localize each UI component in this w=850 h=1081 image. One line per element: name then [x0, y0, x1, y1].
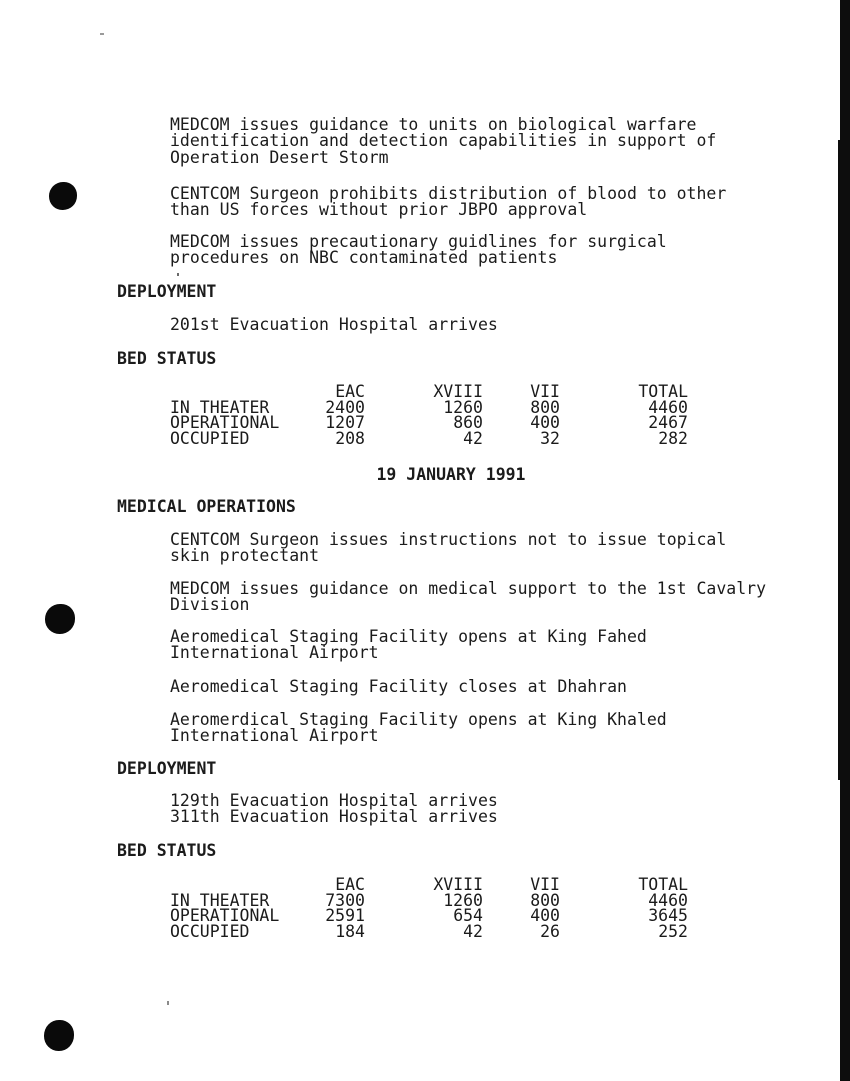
- paragraph-asf-dhahran: [170, 679, 627, 695]
- paragraph-line: Operation Desert Storm: [170, 147, 389, 167]
- row-label: IN THEATER: [170, 890, 270, 910]
- paragraph-line: International Airport: [170, 643, 379, 663]
- paragraph-line: skin protectant: [170, 546, 320, 566]
- paragraph-line: Aeromerdical Staging Facility opens at King Khaled: [170, 710, 667, 729]
- paragraph-1st-cavalry: [170, 581, 766, 614]
- table-cell: 400: [530, 906, 560, 926]
- paragraph-line: MEDCOM issues guidance to units on biological warfare: [170, 115, 697, 134]
- scan-speck: [167, 1001, 169, 1005]
- deployment-item: 201st Evacuation Hospital arrives: [170, 315, 498, 334]
- paragraph-line: identification and detection capabilities in support of: [170, 131, 717, 151]
- column-header: XVIII: [433, 875, 483, 894]
- date-heading: 19 JANUARY 1991: [376, 465, 526, 484]
- table-cell: 1207: [325, 413, 365, 433]
- deployment-1-items: [170, 317, 498, 333]
- paragraph-line: Division: [170, 595, 250, 615]
- paragraph-line: MEDCOM issues guidance on medical support to the 1st Cavalry: [170, 579, 767, 598]
- paragraph-line: than US forces without prior JBPO approval: [170, 200, 588, 220]
- table-cell: 2467: [648, 413, 688, 433]
- table-cell: 4460: [648, 397, 688, 417]
- scan-edge-bar: [840, 0, 850, 1081]
- table-row: [170, 428, 688, 448]
- section-heading-deployment-2: DEPLOYMENT: [117, 759, 217, 778]
- table-cell: 400: [530, 413, 560, 433]
- paragraph-topical-protectant: [170, 532, 726, 565]
- row-label: IN THEATER: [170, 397, 270, 417]
- paragraph-line: Aeromedical Staging Facility closes at Dhahran: [170, 677, 627, 696]
- table-cell: 26: [540, 921, 560, 941]
- deployment-item: 129th Evacuation Hospital arrives: [170, 791, 498, 810]
- scan-edge-bar-segment: [838, 140, 840, 780]
- table-cell: 800: [530, 890, 560, 910]
- row-label: OPERATIONAL: [170, 413, 280, 433]
- column-header: XVIII: [433, 382, 483, 401]
- table-cell: 2591: [325, 906, 365, 926]
- bed-status-table-1: [170, 384, 688, 446]
- hole-punch-mark-middle: [45, 604, 75, 634]
- table-row: [170, 921, 688, 941]
- column-header: VII: [530, 875, 560, 894]
- table-cell: 32: [540, 428, 560, 448]
- paragraph-line: CENTCOM Surgeon issues instructions not to issue topical: [170, 530, 727, 549]
- table-cell: 184: [335, 921, 365, 941]
- row-label: OCCUPIED: [170, 921, 250, 941]
- paragraph-line: CENTCOM Surgeon prohibits distribution of blood to other: [170, 184, 727, 203]
- bed-status-table-2: [170, 877, 688, 939]
- paragraph-asf-king-fahed: [170, 629, 647, 662]
- section-heading-bed-status-2: BED STATUS: [117, 841, 217, 860]
- section-heading-bed-status-1: BED STATUS: [117, 349, 217, 368]
- row-label: OPERATIONAL: [170, 906, 280, 926]
- table-cell: 252: [658, 921, 688, 941]
- section-heading-medical-operations: MEDICAL OPERATIONS: [117, 497, 296, 516]
- paragraph-line: MEDCOM issues precautionary guidlines for surgical: [170, 232, 667, 251]
- column-header: TOTAL: [638, 875, 688, 894]
- paragraph-medcom-nbc: [170, 234, 667, 267]
- table-cell: 860: [453, 413, 483, 433]
- paragraph-asf-king-khaled: [170, 712, 667, 745]
- hole-punch-mark-bottom: [44, 1020, 74, 1051]
- paragraph-centcom-blood: [170, 186, 726, 219]
- table-cell: 2400: [325, 397, 365, 417]
- paragraph-line: International Airport: [170, 726, 379, 746]
- table-cell: 42: [463, 428, 483, 448]
- table-cell: 208: [335, 428, 365, 448]
- section-heading-deployment-1: DEPLOYMENT: [117, 282, 217, 301]
- table-cell: 800: [530, 397, 560, 417]
- table-cell: 654: [453, 906, 483, 926]
- table-cell: 1260: [443, 890, 483, 910]
- column-header: TOTAL: [638, 382, 688, 401]
- paragraph-medcom-bio-warfare: [170, 117, 716, 166]
- column-header: VII: [530, 382, 560, 401]
- paragraph-line: procedures on NBC contaminated patients: [170, 248, 558, 268]
- scan-speck: [100, 33, 104, 35]
- paragraph-line: Aeromedical Staging Facility opens at King Fahed: [170, 627, 647, 646]
- table-cell: 1260: [443, 397, 483, 417]
- table-cell: 42: [463, 921, 483, 941]
- table-cell: 282: [658, 428, 688, 448]
- scan-speck: [177, 273, 179, 276]
- table-cell: 7300: [325, 890, 365, 910]
- hole-punch-mark-top: [49, 182, 77, 210]
- row-label: OCCUPIED: [170, 428, 250, 448]
- table-cell: 3645: [648, 906, 688, 926]
- deployment-2-items: [170, 793, 498, 826]
- column-header: EAC: [335, 875, 365, 894]
- table-cell: 4460: [648, 890, 688, 910]
- deployment-item: 311th Evacuation Hospital arrives: [170, 807, 498, 827]
- column-header: EAC: [335, 382, 365, 401]
